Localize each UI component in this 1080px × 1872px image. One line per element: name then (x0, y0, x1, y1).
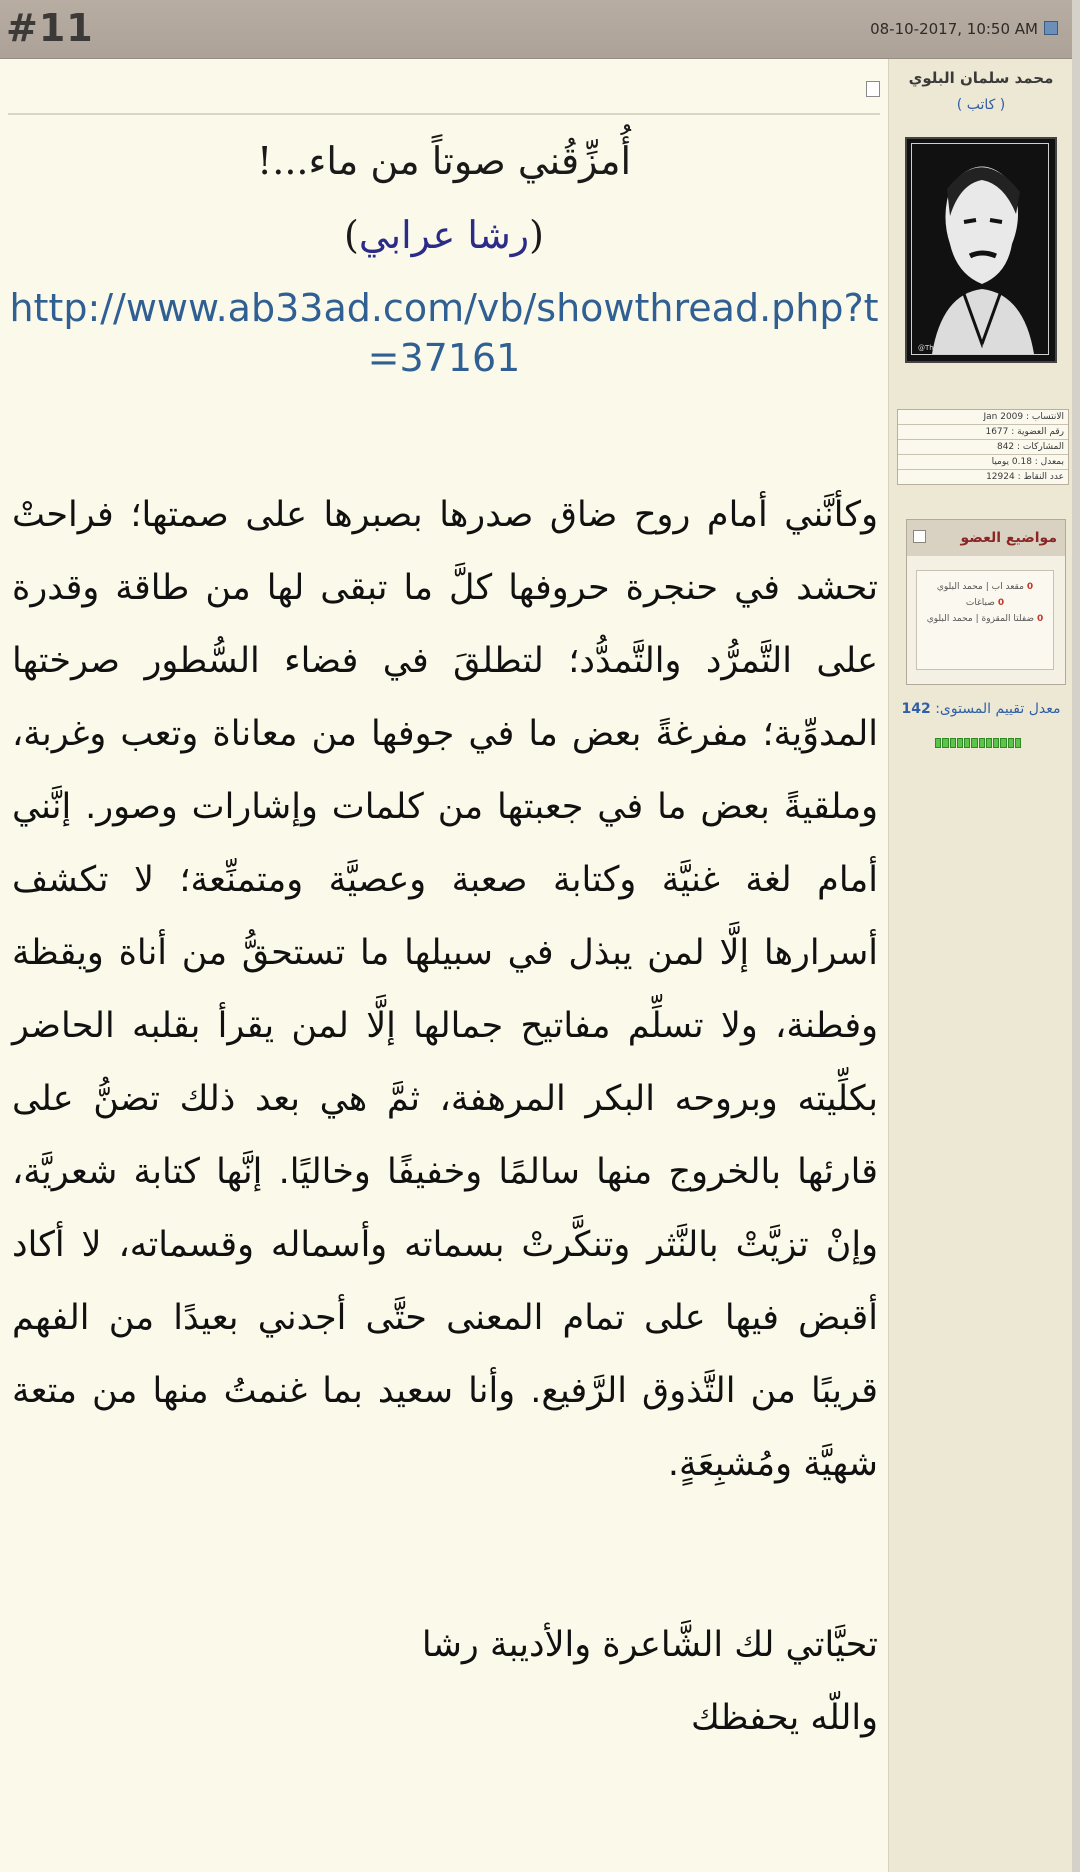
reputation-pip (971, 738, 977, 748)
reputation-bar (935, 738, 1021, 748)
signoff-line-1: تحيَّاتي لك الشَّاعرة والأديبة رشا (421, 1625, 878, 1665)
post-title: أُمزِّقُني صوتاً من ماء...! (256, 139, 632, 183)
post-date-text: 08-10-2017, 10:50 AM (870, 20, 1038, 38)
topic-item[interactable]: 0صباغات (965, 598, 1005, 608)
page-edge (1072, 0, 1080, 1872)
user-stats (897, 409, 1069, 485)
post-document-icon (866, 81, 880, 97)
avatar[interactable] (905, 137, 1057, 363)
reputation-pip (935, 738, 941, 748)
rating-line (889, 701, 1073, 717)
post-date (870, 20, 1058, 38)
avatar-portrait-icon (912, 144, 1048, 354)
stat-posts: المشاركات : 842 (898, 440, 1068, 455)
reputation-pip (1015, 738, 1021, 748)
post-status-icon (1044, 21, 1058, 35)
post-header (0, 0, 1072, 59)
reputation-pip (957, 738, 963, 748)
user-sidebar (888, 59, 1073, 1872)
topic-item[interactable]: 0مقعد اب | محمد البلوي (936, 582, 1034, 592)
stat-daily-rate: بمعدل : 0.18 يوميا (898, 455, 1068, 470)
post-author-line: (رشا عرابي) (344, 213, 544, 257)
signoff-line-2: واللّه يحفظك (690, 1698, 878, 1738)
reputation-pip (942, 738, 948, 748)
reputation-pip (986, 738, 992, 748)
reputation-pip (993, 738, 999, 748)
reputation-pip (1008, 738, 1014, 748)
username-link[interactable]: محمد سلمان البلوي (908, 69, 1054, 87)
member-topics-list (916, 570, 1054, 670)
post-body: وكأنَّني أمام روح ضاق صدرها بصبرها على صمتها؛ فراحتْ تحشد في حنجرة حروفها كلَّ ما تبقى لها من طاقة وقدرة على التَّمرُّد والتَّمدُّد؛ لتطلقَ في فضاء السُّطور صرختها المدوِّية؛ مفرغةً بعض ما في جوفها من معاناة وتعب وغربة، وملقيةً بعض ما في جعبتها من كلمات وإشارات وصور. إنَّني أمام لغة غنيَّة وكتابة صعبة وعصيَّة ومتمنِّعة؛ لا تكشف أسرارها إلَّا لمن يبذل في سبيلها ما تستحقُّ من أناة ويقظة وفطنة، ولا تسلِّم مفاتيح جمالها إلَّا لمن يقرأ بقلبه الحاضر بكلِّيته وبروحه البكر المرهفة، ثمَّ هي بعد ذلك تضنُّ على قارئها بالخروج منها سالمًا وخفيفًا وخاليًا. إنَّها كتابة شعريَّة، وإنْ تزيَّتْ بالنَّثر وتنكَّرتْ بسماته وأسماله وقسماته، لا أكاد أقبض فيها على تمام المعنى حتَّى أجدني بعيدًا من الفهم قريبًا من التَّذوق الرَّفيع. وأنا سعيد بما غنمتُ منها من متعة شهيَّة ومُشبِعَةٍ. (12, 495, 878, 1484)
avatar-caption: @Thohool | @ Thohool1 (918, 344, 1002, 352)
reputation-pip (964, 738, 970, 748)
rating-label: معدل تقييم المستوى: (935, 701, 1061, 717)
reputation-pip (950, 738, 956, 748)
member-topics-title: مواضيع العضو (960, 530, 1057, 546)
topic-item[interactable]: 0ضفلتا المقزوة | محمد البلوي (926, 614, 1044, 624)
post-number-link[interactable]: #11 (6, 6, 94, 50)
post-divider (8, 113, 880, 115)
stat-points: عدد النقاط : 12924 (986, 472, 1064, 482)
member-topics-box (906, 519, 1066, 685)
member-topics-header (907, 520, 1065, 556)
post-author-link[interactable]: رشا عرابي (358, 213, 530, 257)
rating-value: 142 (901, 701, 931, 717)
post-content (8, 59, 880, 1872)
collapse-toggle-icon[interactable] (913, 530, 926, 543)
reputation-pip (979, 738, 985, 748)
avatar-frame (911, 143, 1049, 355)
stat-join-date: الانتساب : Jan 2009 (898, 410, 1068, 425)
thread-link[interactable]: http://www.ab33ad.com/vb/showthread.php?t=37161 (9, 286, 879, 380)
reputation-pip (1000, 738, 1006, 748)
user-title: ( كاتب ) (956, 97, 1006, 113)
post-signoff (12, 1609, 878, 1755)
stat-member-id: رقم العضوية : 1677 (898, 425, 1068, 440)
